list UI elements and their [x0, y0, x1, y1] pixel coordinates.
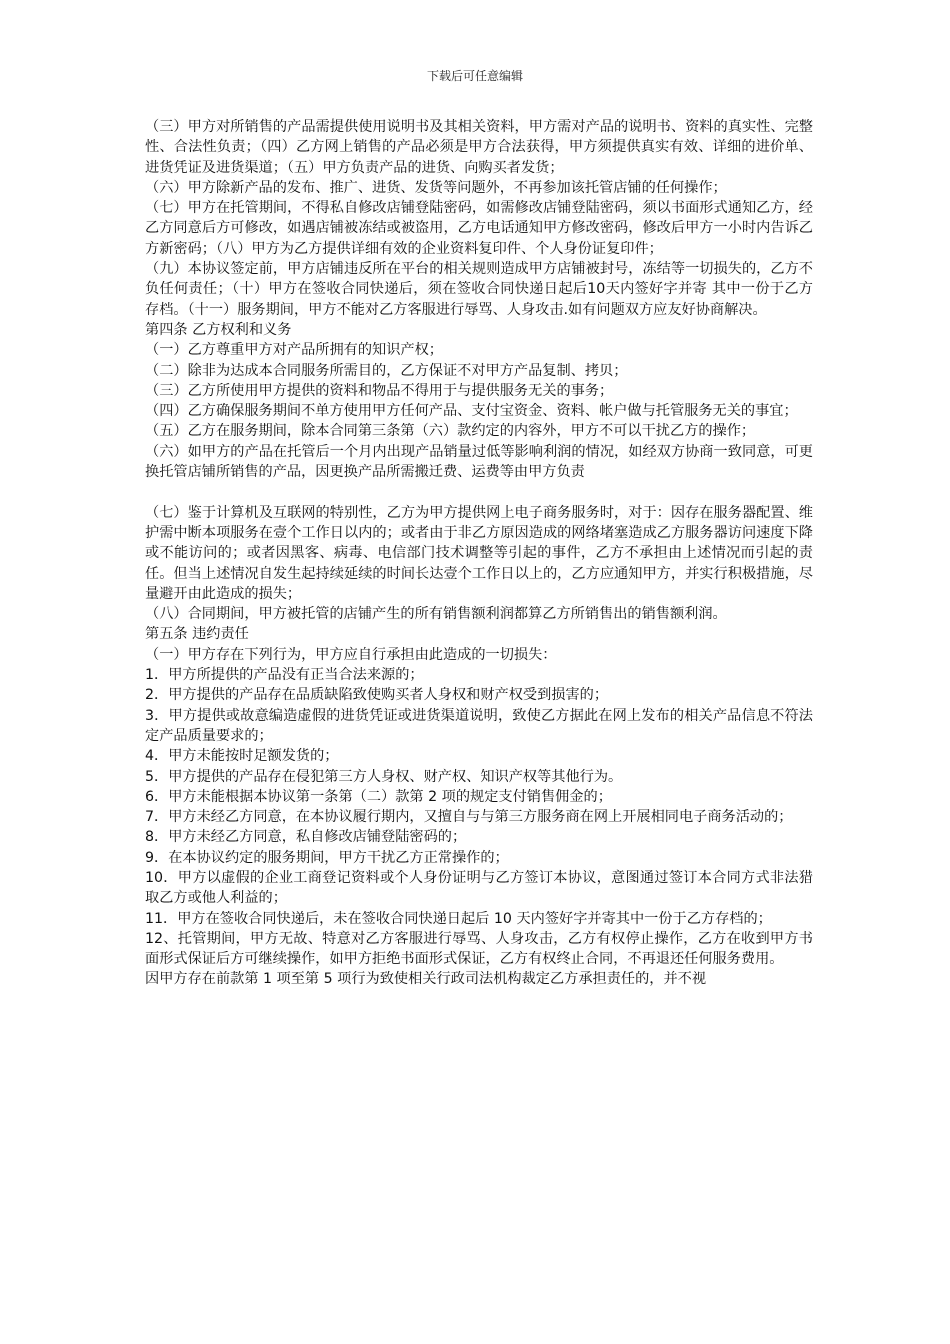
paragraph: （六）甲方除新产品的发布、推广、进货、发货等问题外，不再参加该托管店铺的任何操作；	[145, 179, 727, 196]
list-item: 2．甲方提供的产品存在品质缺陷致使购买者人身权和财产权受到损害的；	[145, 687, 609, 704]
paragraph: （五）乙方在服务期间，除本合同第三条第（六）款约定的内容外，甲方不可以干扰乙方的操作；	[145, 423, 756, 440]
list-item: 10．甲方以虚假的企业工商登记资料或个人身份证明与乙方签订本协议，意图通过签订本合同方式非法猎取乙方或他人利益的；	[145, 869, 813, 907]
list-item: 1．甲方所提供的产品没有正当合法来源的；	[145, 667, 424, 684]
paragraph: （七）鉴于计算机及互联网的特别性，乙方为甲方提供网上电子商务服务时，对于：因存在服务器配置、维护需中断本项服务在壹个工作日以内的；或者由于非乙方原因造成的网络堵塞造成乙方服务器访问速度下降或不能访问的；或者因黑客、病毒、电信部门技术调整等引起的事件，乙方不承担由上述情况而引起的责任。但当上述情况自发生起持续延续的时间长达壹个工作日以上的，乙方应通知甲方，并实行积极措施，尽量避开由此造成的损失；	[145, 504, 813, 602]
list-item: 7．甲方未经乙方同意，在本协议履行期内，又擅自与与第三方服务商在网上开展相同电子商务活动的；	[145, 809, 793, 826]
section-heading: 第五条 违约责任	[145, 626, 249, 643]
paragraph: （四）乙方确保服务期间不单方使用甲方任何产品、支付宝资金、资料、帐户做与托管服务无关的事宜；	[145, 403, 798, 420]
blank-line	[145, 482, 813, 502]
page-header: 下载后可任意编辑	[426, 69, 523, 83]
list-item: 3．甲方提供或故意编造虚假的进货凭证或进货渠道说明，致使乙方据此在网上发布的相关产品信息不符法定产品质量要求的；	[145, 707, 813, 744]
list-item: 6．甲方未能根据本协议第一条第（二）款第 2 项的规定支付销售佣金的；	[145, 788, 612, 805]
paragraph: （九）本协议签定前，甲方店铺违反所在平台的相关规则造成甲方店铺被封号，冻结等一切损失的，乙方不负任何责任；（十）甲方在签收合同快递后，须在签收合同快递日起后10天内签好字并寄 其中一份于乙方存档。（十一）服务期间，甲方不能对乙方客服进行辱骂、人身攻击.如有问题双方应友好协商解决。	[145, 261, 813, 318]
list-item: 12、托管期间，甲方无故、特意对乙方客服进行辱骂、人身攻击，乙方有权停止操作，乙方在收到甲方书面形式保证后方可继续操作，如甲方拒绝书面形式保证，乙方有权终止合同，不再退还任何服务费用。	[145, 930, 813, 968]
list-item: 8．甲方未经乙方同意，私自修改店铺登陆密码的；	[145, 829, 467, 846]
paragraph: （三）乙方所使用甲方提供的资料和物品不得用于与提供服务无关的事务；	[145, 382, 614, 399]
section-heading: 第四条 乙方权利和义务	[145, 321, 292, 338]
list-item: 9．在本协议约定的服务期间，甲方干扰乙方正常操作的；	[145, 849, 509, 866]
paragraph: （三）甲方对所销售的产品需提供使用说明书及其相关资料，甲方需对产品的说明书、资料的真实性、完整性、合法性负责；（四）乙方网上销售的产品必须是甲方合法获得，甲方须提供真实有效、详细的进价单、进货凭证及进货渠道；（五）甲方负责产品的进货、向购买者发货；	[145, 119, 813, 176]
paragraph: （八）合同期间，甲方被托管的店铺产生的所有销售额利润都算乙方所销售出的销售额利润。	[145, 606, 727, 623]
document-body	[145, 117, 813, 990]
paragraph: （二）除非为达成本合同服务所需目的，乙方保证不对甲方产品复制、拷贝；	[145, 362, 628, 379]
list-item: 4．甲方未能按时足额发货的；	[145, 748, 339, 765]
list-item: 5．甲方提供的产品存在侵犯第三方人身权、财产权、知识产权等其他行为。	[145, 768, 623, 785]
paragraph: （一）乙方尊重甲方对产品所拥有的知识产权；	[145, 342, 443, 359]
list-item: 11．甲方在签收合同快递后，未在签收合同快递日起后 10 天内签好字并寄其中一份于乙方存档的；	[145, 910, 772, 927]
paragraph: （七）甲方在托管期间，不得私自修改店铺登陆密码，如需修改店铺登陆密码，须以书面形式通知乙方，经乙方同意后方可修改，如遇店铺被冻结或被盗用，乙方电话通知甲方修改密码，修改后甲方一小时内告诉乙方新密码；（八）甲方为乙方提供详细有效的企业资料复印件、个人身份证复印件；	[145, 200, 813, 257]
paragraph: （一）甲方存在下列行为，甲方应自行承担由此造成的一切损失：	[145, 646, 557, 663]
paragraph: （六）如甲方的产品在托管后一个月内出现产品销量过低等影响利润的情况，如经双方协商一致同意，可更换托管店铺所销售的产品，因更换产品所需搬迁费、运费等由甲方负责	[145, 443, 813, 481]
paragraph: 因甲方存在前款第 1 项至第 5 项行为致使相关行政司法机构裁定乙方承担责任的，并不视	[145, 971, 707, 988]
